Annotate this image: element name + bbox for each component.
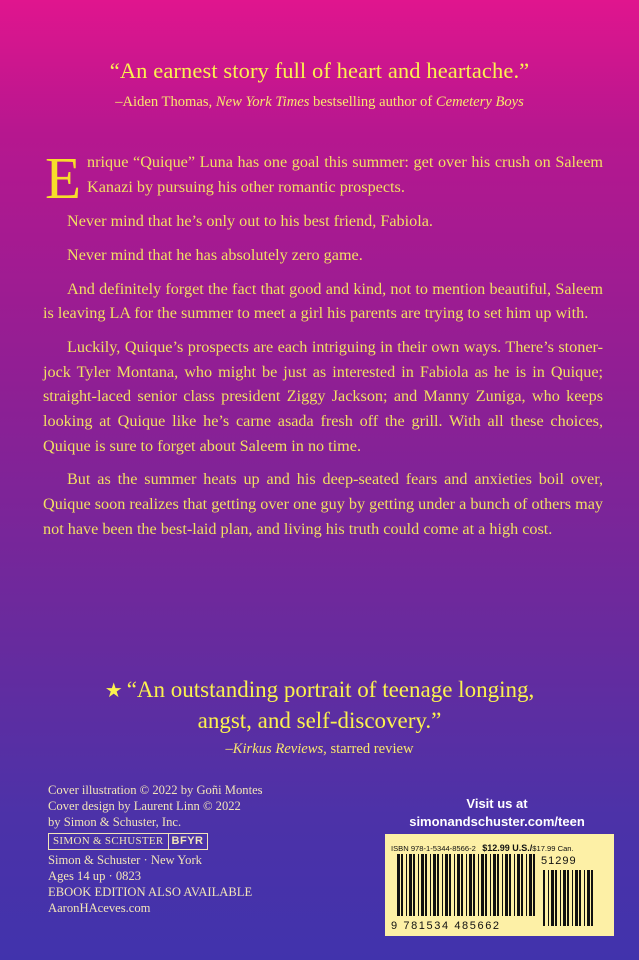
blurb-paragraph: And definitely forget the fact that good and kind, not to mention beautiful, Saleem is leaving LA for the summer to meet a girl his parents are trying to set him up with. [43,279,603,323]
attribution-prefix: – [225,741,233,757]
blurb-paragraph-text: nrique “Quique” Luna has one goal this summer: get over his crush on Saleem Kanazi by pursuing his other romantic prospects. [87,153,603,196]
credit-line: by Simon & Schuster, Inc. [48,815,182,829]
isbn-label: ISBN 978-1-5344-8566-2 [391,844,476,853]
starred-review-line [0,675,639,706]
publisher-url: simonandschuster.com/teen [409,814,585,829]
credit-line: Cover design by Laurent Linn © 2022 [48,799,241,813]
credit-line: Ages 14 up · 0823 [48,869,142,883]
blurb-paragraph [43,145,603,211]
attribution-prefix: –Aiden Thomas, [115,94,216,110]
attribution-book-title: Cemetery Boys [435,94,524,110]
book-description [43,145,603,551]
review-line-text: “An outstanding portrait of teenage longing, [126,677,535,702]
star-icon: ★ [104,680,123,702]
price-us: $12.99 U.S./ [482,843,533,853]
imprint-logo: BFYR [168,834,207,849]
publisher-logo-name: SIMON & SCHUSTER [53,835,164,847]
author-website: AaronHAceves.com [48,901,151,915]
attribution-middle: bestselling author of [309,94,436,110]
cover-credits [48,782,348,916]
drop-cap-letter: E [45,145,82,211]
starred-review-attribution [0,741,639,758]
barcode-panel [385,834,614,936]
top-review-attribution [0,94,639,111]
top-review-quote: “An earnest story full of heart and heartache.” [109,58,530,83]
blurb-paragraph: But as the summer heats up and his deep-seated fears and anxieties boil over, Quique soon realizes that getting over one guy by getting under a bunch of others may not have been the best-laid plan, and living his truth could come at a high cost. [43,470,603,538]
isbn-digits: 9 781534 485662 [391,920,501,932]
blurb-paragraph: Luckily, Quique’s prospects are each intriguing in their own ways. There’s stoner-jock Tyler Montana, who might be just as interested in Fabiola as he is in Quique; straight-laced senior class president Ziggy Jackson; and Manny Zuniga, who keeps looking at Quique like he’s carne asada fresh off the grill. With all these choices, Quique is sure to forget about Saleem in no time. [43,338,603,455]
blurb-paragraph: Never mind that he has absolutely zero game. [67,245,363,264]
attribution-suffix: , starred review [323,741,414,757]
attribution-publication: New York Times [215,94,310,110]
blurb-paragraph: Never mind that he’s only out to his best friend, Fabiola. [67,211,433,230]
publisher-website-block [382,796,612,829]
starred-review-line: angst, and self-discovery.” [197,708,442,733]
price-can: $17.99 Can. [532,844,574,853]
publisher-logo [48,833,208,850]
credit-line: EBOOK EDITION ALSO AVAILABLE [48,885,253,899]
visit-label: Visit us at [466,796,528,811]
price-code: 51299 [541,855,577,867]
attribution-publication: Kirkus Reviews [232,741,324,757]
starred-review-quote [0,675,639,736]
credit-line: Cover illustration © 2022 by Goñi Montes [48,783,263,797]
credit-line: Simon & Schuster · New York [48,853,202,867]
